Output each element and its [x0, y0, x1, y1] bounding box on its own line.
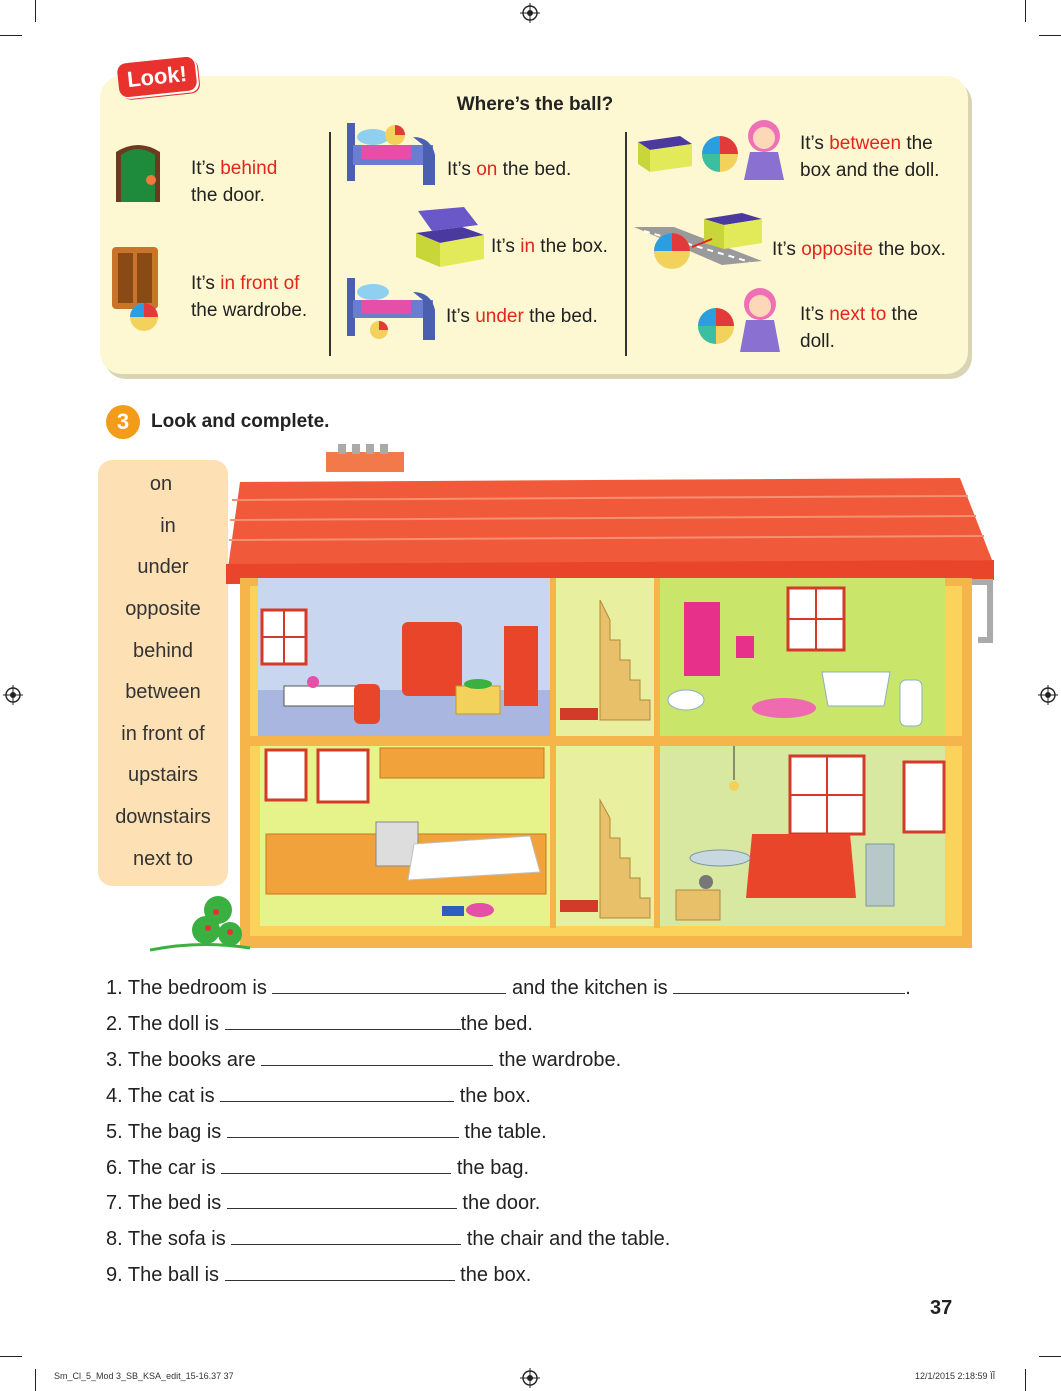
word-bank-item: on: [149, 473, 173, 495]
answer-blank[interactable]: [673, 975, 905, 994]
question-1: 1. The bedroom is and the kitchen is .: [106, 977, 911, 999]
question-9: 9. The ball is the box.: [106, 1264, 532, 1286]
registration-mark-icon: [1038, 685, 1058, 705]
page-number: 37: [930, 1297, 953, 1319]
road-box-ball-illustration: [634, 205, 770, 275]
crop-mark: [1025, 0, 1026, 22]
footer-file: Sm_Cl_5_Mod 3_SB_KSA_edit_15-16.37 37: [54, 1371, 234, 1381]
crop-mark: [35, 1369, 36, 1391]
house-illustration: [150, 440, 1000, 960]
crop-mark: [1039, 35, 1061, 36]
ball-doll-illustration: [694, 284, 794, 358]
look-item-on: It’s on the bed.: [447, 159, 572, 180]
answer-blank[interactable]: [225, 1011, 461, 1030]
answer-blank[interactable]: [272, 975, 506, 994]
word-bank-item: downstairs: [115, 806, 211, 828]
look-title: Where’s the ball?: [456, 94, 614, 115]
registration-mark-icon: [3, 685, 23, 705]
question-2: 2. The doll is the bed.: [106, 1013, 533, 1035]
question-7: 7. The bed is the door.: [106, 1192, 541, 1214]
question-3: 3. The books are the wardrobe.: [106, 1049, 622, 1071]
box-ball-in-illustration: [412, 205, 488, 267]
crop-mark: [1039, 1356, 1061, 1357]
crop-mark: [35, 0, 36, 22]
registration-mark-icon: [520, 1368, 540, 1388]
look-item-opposite: It’s opposite the box.: [772, 239, 946, 260]
question-8: 8. The sofa is the chair and the table.: [106, 1228, 671, 1250]
look-badge: Look!: [116, 56, 197, 98]
answer-blank[interactable]: [220, 1083, 454, 1102]
box-ball-doll-illustration: [634, 116, 794, 186]
divider: [625, 132, 627, 356]
answer-blank[interactable]: [227, 1119, 459, 1138]
word-bank-item: between: [125, 681, 201, 703]
registration-mark-icon: [520, 3, 540, 23]
question-6: 6. The car is the bag.: [106, 1157, 530, 1179]
divider: [329, 132, 331, 356]
crop-mark: [0, 1356, 22, 1357]
word-bank-item: next to: [132, 848, 194, 870]
look-item-in: It’s in the box.: [491, 236, 608, 257]
question-4: 4. The cat is the box.: [106, 1085, 531, 1107]
question-5: 5. The bag is the table.: [106, 1121, 547, 1143]
look-item-in-front-of: It’s in front of the wardrobe.: [191, 273, 308, 321]
word-bank-item: opposite: [125, 598, 201, 620]
bed-ball-under-illustration: [343, 270, 443, 342]
look-item-under: It’s under the bed.: [446, 306, 598, 327]
word-bank-item: under: [137, 556, 189, 578]
bed-ball-on-illustration: [343, 115, 443, 187]
answer-blank[interactable]: [225, 1262, 455, 1281]
look-item-next-to: It’s next to the doll.: [800, 304, 918, 352]
door-illustration: [108, 138, 168, 204]
word-bank-item: in: [160, 515, 176, 537]
crop-mark: [0, 35, 22, 36]
exercise-number: 3: [106, 405, 140, 439]
word-bank-item: behind: [132, 640, 194, 662]
footer-timestamp: 12/1/2015 2:18:59 ÏÎ: [915, 1371, 996, 1381]
word-bank-item: upstairs: [127, 764, 199, 786]
answer-blank[interactable]: [231, 1226, 461, 1245]
word-bank-item: in front of: [121, 723, 205, 745]
crop-mark: [1025, 1369, 1026, 1391]
answer-blank[interactable]: [221, 1155, 451, 1174]
answer-blank[interactable]: [227, 1190, 457, 1209]
answer-blank[interactable]: [261, 1047, 493, 1066]
look-item-between: It’s between the box and the doll.: [800, 133, 940, 181]
exercise-title: Look and complete.: [151, 411, 330, 432]
wardrobe-illustration: [108, 245, 168, 333]
look-item-behind: It’s behind the door.: [191, 158, 278, 206]
